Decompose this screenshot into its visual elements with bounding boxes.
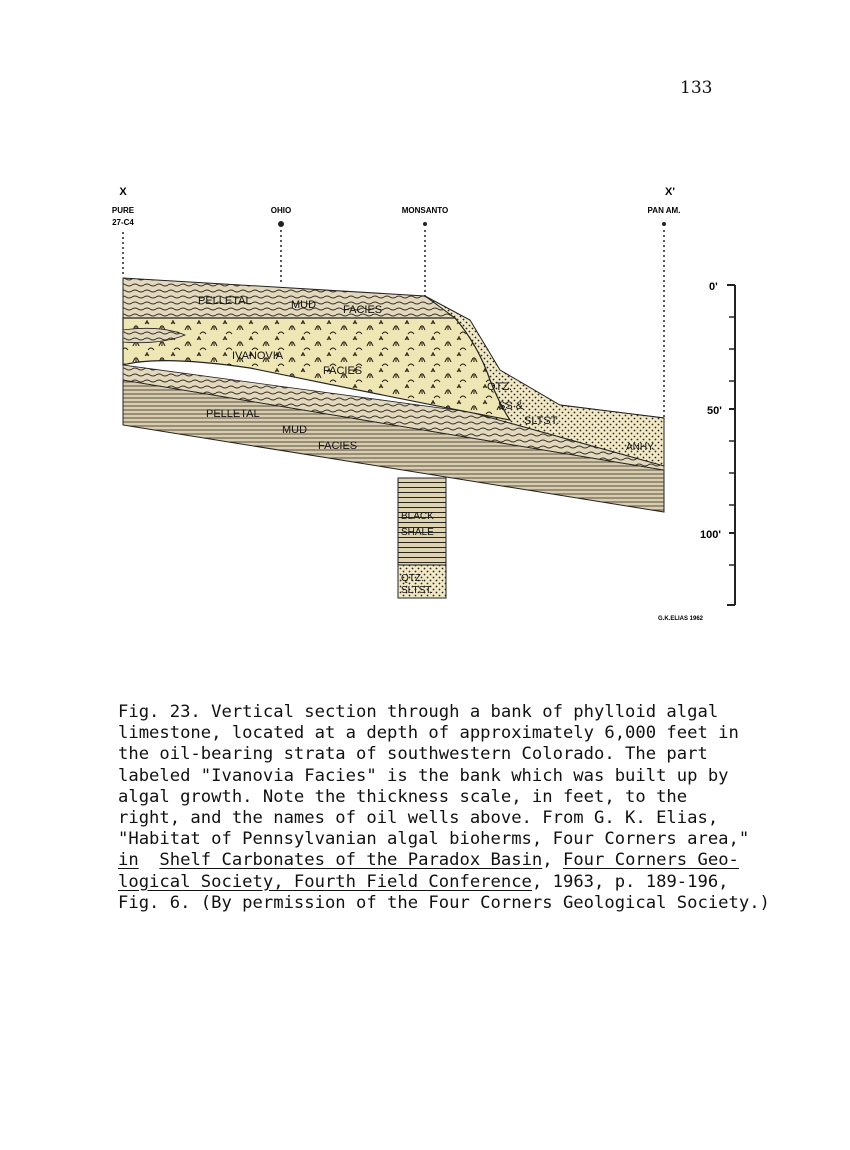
well-symbol-monsanto	[423, 222, 427, 226]
label-ss: SS &	[498, 400, 524, 412]
well-label-ohio: OHIO	[270, 206, 292, 215]
caption-line: right, and the names of oil wells above. From G. K. Elias,	[118, 808, 719, 829]
well-symbol-ohio	[278, 221, 284, 227]
scale-label-100: 100'	[700, 529, 721, 541]
caption-line-citation	[118, 850, 798, 871]
label-pelletal-lower: PELLETAL	[206, 408, 260, 420]
well-label-pure: PURE	[111, 206, 135, 215]
thickness-scale	[700, 281, 735, 605]
well-symbol-pan-am	[662, 222, 666, 226]
caption-line: the oil-bearing strata of southwestern Colorado. The part	[118, 744, 708, 765]
label-mud-upper: MUD	[291, 299, 317, 311]
label-ivanovia-facies: FACIES	[323, 365, 363, 377]
label-mud-lower: MUD	[282, 424, 308, 436]
caption-publisher-part2: logical Society, Fourth Field Conference	[118, 871, 532, 892]
caption-line: Fig. 23. Vertical section through a bank of phylloid algal	[118, 702, 719, 722]
caption-line: Fig. 6. (By permission of the Four Corners Geological Society.)	[118, 892, 770, 913]
scale-label-0: 0'	[709, 281, 718, 293]
upper-pelletal-mud-facies	[123, 278, 455, 318]
label-qtz-column: QTZ.	[401, 573, 424, 584]
page-number: 133	[680, 78, 713, 98]
label-qtz: QTZ.	[487, 381, 513, 393]
caption-line-citation	[118, 872, 798, 893]
well-label-pan-am: PAN AM.	[647, 206, 681, 215]
caption-pages: , 1963, p. 189-196,	[531, 871, 729, 892]
caption-line: "Habitat of Pennsylvanian algal bioherms, Four Corners area,"	[118, 829, 750, 850]
well-label-monsanto: MONSANTO	[401, 206, 449, 215]
scale-label-50: 50'	[707, 405, 722, 417]
section-left-label: X	[119, 186, 127, 198]
caption-publisher-part1: Four Corners Geo-	[562, 850, 739, 871]
well-label-pure-number: 27-C4	[112, 218, 134, 227]
label-sltst: SLTST.	[524, 415, 560, 427]
label-pelletal-upper: PELLETAL	[198, 295, 252, 307]
figure-caption	[118, 702, 798, 914]
caption-line: limestone, located at a depth of approximately 6,000 feet in	[118, 723, 739, 744]
section-right-label: X'	[665, 186, 675, 198]
label-facies-upper: FACIES	[343, 304, 383, 316]
caption-book-title: Shelf Carbonates of the Paradox Basin	[159, 850, 543, 871]
caption-line: labeled "Ivanovia Facies" is the bank which was built up by	[118, 765, 729, 786]
label-facies-lower: FACIES	[318, 440, 358, 452]
label-black: BLACK	[401, 511, 434, 522]
caption-separator: ,	[542, 850, 563, 871]
label-sltst-column: SLTST.	[401, 585, 434, 596]
caption-line: algal growth. Note the thickness scale, in feet, to the	[118, 786, 688, 807]
caption-in: in	[118, 850, 139, 871]
label-shale: SHALE	[401, 527, 434, 538]
label-ivanovia: IVANOVIA	[232, 350, 284, 362]
figure-credit: G.K.ELIAS 1962	[658, 616, 704, 622]
label-anhy: ANHY.	[626, 442, 656, 453]
